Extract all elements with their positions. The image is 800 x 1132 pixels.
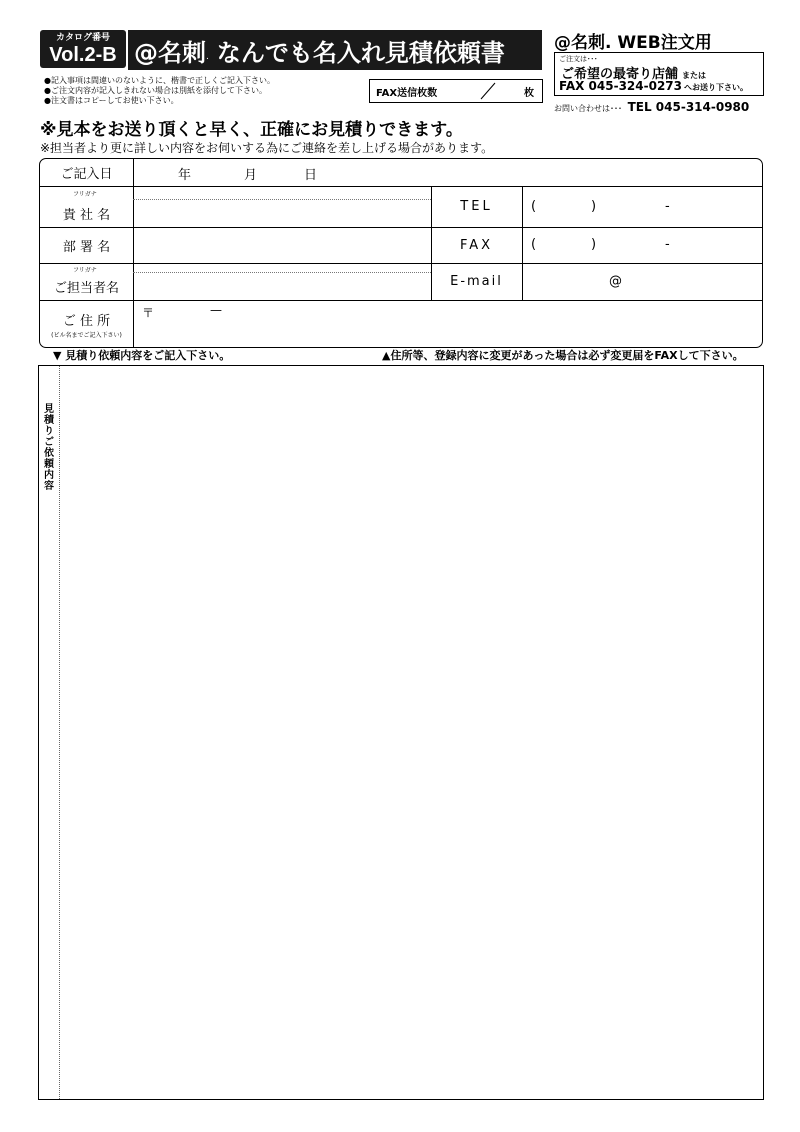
contact-subnote: ※担当者より更に詳しい内容をお伺いする為にご連絡を差し上げる場合があります。 [40, 141, 494, 155]
fax-page-count-box[interactable] [369, 79, 543, 103]
order-or-text: または [682, 71, 707, 80]
department-label: 部 署 名 [62, 239, 111, 255]
postal-dash: — [210, 303, 222, 317]
order-info-box [554, 52, 764, 96]
order-box-intro: ご注文は･･･ [559, 55, 598, 63]
request-details-label: 見積りご依頼内容 [44, 404, 54, 492]
note-line: ●ご注文内容が記入しきれない場合は別紙を添付して下さい。 [44, 86, 267, 95]
address-note: (ビル名までご記入下さい) [51, 332, 122, 339]
company-label: 貴 社 名 [62, 207, 111, 223]
tel-paren-close: ) [591, 199, 597, 214]
tel-label: TEL [460, 199, 493, 214]
order-fax-tail: へお送り下さい。 [684, 83, 748, 92]
furigana-label: フリガナ [73, 267, 97, 274]
catalog-volume: Vol.2-B [49, 44, 117, 66]
contact-tel: TEL 045-314-0980 [627, 100, 750, 114]
sample-headline: ※見本をお送り頂くと早く、正確にお見積りできます。 [40, 120, 463, 140]
order-box-line2 [559, 79, 748, 93]
day-label: 日 [304, 168, 318, 183]
page-title: なんでも名入れ見積依頼書 [216, 38, 505, 67]
email-field[interactable] [523, 264, 761, 300]
margin-divider [59, 366, 60, 1099]
fax-paren-open: ( [531, 237, 537, 252]
order-store-text: ご希望の最寄り店舗 [561, 67, 679, 82]
brand-suffix: . [206, 52, 209, 62]
catalog-label: カタログ番号 [55, 33, 110, 43]
customer-form [39, 158, 763, 348]
brand-logo: @名刺 [134, 38, 206, 67]
email-at-sign: @ [609, 274, 622, 289]
company-field[interactable] [134, 187, 431, 227]
catalog-number-badge [40, 30, 126, 68]
contact-person-field[interactable] [134, 264, 431, 300]
tel-paren-open: ( [531, 199, 537, 214]
fax-dash: - [665, 237, 670, 252]
request-instruction: ▼ 見積り依頼内容をご記入下さい。 [53, 349, 231, 362]
address-label-cell [40, 300, 133, 346]
fax-count-label: FAX送信枚数 [376, 87, 438, 99]
fax-field[interactable] [523, 228, 761, 263]
slash-divider [478, 80, 498, 102]
note-line: ●注文書はコピーしてお使い下さい。 [44, 96, 179, 105]
email-label: E-mail [450, 274, 503, 289]
date-field[interactable] [134, 159, 761, 186]
month-label: 月 [244, 168, 258, 183]
department-field[interactable] [134, 228, 431, 263]
note-line: ●記入事項は間違いのないように、楷書で正しくご記入下さい。 [44, 76, 275, 85]
change-notice: ▲住所等、登録内容に変更があった場合は必ず変更届をFAXして下さい。 [382, 349, 744, 362]
request-details-box[interactable] [38, 365, 764, 1100]
web-order-title: @名刺. WEB注文用 [554, 33, 712, 53]
fax-label: FAX [459, 237, 494, 253]
address-field[interactable] [134, 301, 761, 346]
postal-mark: 〒 [142, 306, 155, 320]
contact-person-label: ご担当者名 [53, 280, 119, 296]
fax-count-unit: 枚 [524, 88, 534, 99]
instructions-notes [44, 76, 275, 106]
contact-label: お問い合わせは･･･ [554, 104, 622, 113]
contact-info [554, 96, 749, 115]
date-label: ご記入日 [60, 167, 113, 182]
furigana-label: フリガナ [73, 191, 97, 198]
fax-paren-close: ) [591, 237, 597, 252]
title-bar [128, 30, 542, 70]
address-label: ご 住 所 [62, 314, 111, 329]
order-fax-number: FAX 045-324-0273 [559, 79, 682, 93]
tel-field[interactable] [523, 187, 761, 227]
tel-dash: - [665, 199, 670, 214]
year-label: 年 [178, 168, 192, 183]
